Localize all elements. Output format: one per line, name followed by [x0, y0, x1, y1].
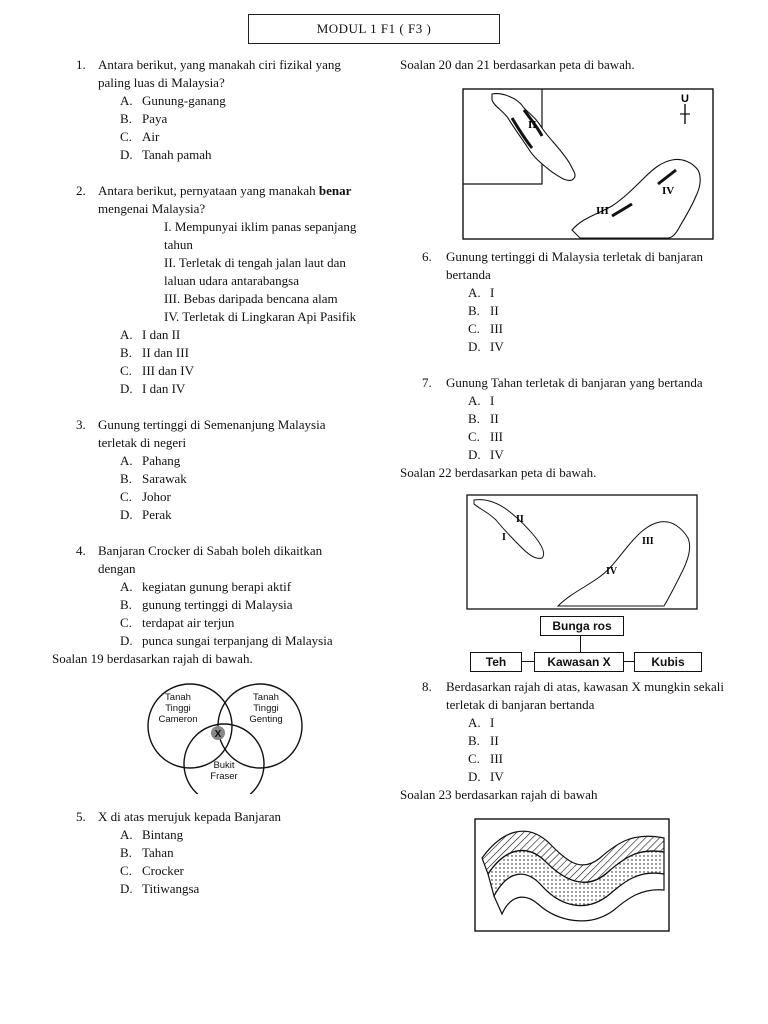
intro-23: Soalan 23 berdasarkan rajah di bawah — [400, 787, 598, 802]
question-7 — [400, 374, 730, 464]
option[interactable] — [120, 826, 362, 844]
option-text: I dan II — [142, 327, 181, 342]
option-letter: A. — [120, 827, 133, 842]
question-text: X di atas merujuk kepada Banjaran — [98, 809, 282, 824]
question-text: Gunung tertinggi di Semenanjung Malaysia terletak di negeri — [98, 417, 326, 450]
right-column — [400, 56, 730, 932]
option-letter: B. — [120, 111, 132, 126]
question-8 — [400, 678, 730, 786]
statements — [164, 218, 362, 326]
flow-left-label: Teh — [485, 655, 507, 669]
option-text: terdapat air terjun — [142, 615, 235, 630]
venn-b-line1: Tanah — [253, 692, 279, 703]
option[interactable] — [120, 362, 362, 380]
venn-x-label: X — [214, 729, 222, 740]
statement: II. Terletak di tengah jalan laut dan laluan udara antarabangsa — [164, 255, 346, 288]
venn-diagram — [142, 682, 362, 794]
option[interactable] — [120, 380, 362, 398]
option-text: III — [490, 429, 503, 444]
option-letter: D. — [468, 447, 481, 462]
options — [468, 714, 730, 786]
option-text: Bintang — [142, 827, 184, 842]
flow-diagram — [470, 616, 702, 672]
flow-top-box — [540, 616, 624, 636]
option-letter: B. — [120, 345, 132, 360]
intro-22: Soalan 22 berdasarkan peta di bawah. — [400, 465, 597, 480]
option[interactable] — [468, 302, 730, 320]
option-text: I — [490, 285, 495, 300]
option-letter: B. — [468, 303, 480, 318]
option[interactable] — [120, 880, 362, 898]
option-text: gunung tertinggi di Malaysia — [142, 597, 293, 612]
venn-a-line1: Tanah — [165, 692, 191, 703]
option-text: III — [490, 751, 503, 766]
map-1-label-iv: IV — [662, 185, 675, 197]
option[interactable] — [468, 428, 730, 446]
statement: I. Mempunyai iklim panas sepanjang tahun — [164, 219, 357, 252]
question-4 — [52, 542, 362, 650]
question-number: 6. — [422, 249, 432, 264]
option-text: IV — [490, 447, 504, 462]
venn-a-line2: Tinggi — [165, 703, 191, 714]
question-6 — [400, 248, 730, 356]
venn-a-line3: Cameron — [158, 714, 198, 725]
question-text: Berdasarkan rajah di atas, kawasan X mungkin sekali terletak di banjaran bertanda — [446, 679, 724, 712]
option[interactable] — [120, 110, 362, 128]
option-letter: A. — [120, 453, 133, 468]
option-letter: C. — [120, 615, 132, 630]
option-letter: D. — [120, 633, 133, 648]
question-text: Gunung tertinggi di Malaysia terletak di banjaran bertanda — [446, 249, 704, 282]
map-1-label-ii: II — [528, 119, 537, 131]
venn-c-line2: Fraser — [210, 771, 238, 782]
question-1 — [52, 56, 362, 164]
question-text — [98, 182, 362, 218]
option-text: Tanah pamah — [142, 147, 212, 162]
option[interactable] — [120, 614, 362, 632]
flow-center-label: Kawasan X — [547, 655, 611, 669]
option-letter: C. — [120, 363, 132, 378]
option-letter: B. — [468, 411, 480, 426]
option-letter: C. — [468, 321, 480, 336]
options — [468, 392, 730, 464]
option[interactable] — [120, 146, 362, 164]
option-text: II — [490, 303, 499, 318]
venn-b-line3: Genting — [249, 714, 283, 725]
option-letter: C. — [468, 751, 480, 766]
option[interactable] — [120, 596, 362, 614]
option-text: Air — [142, 129, 160, 144]
option-letter: A. — [468, 715, 481, 730]
option-text: Tahan — [142, 845, 174, 860]
map-1-svg — [462, 88, 714, 240]
options — [468, 284, 730, 356]
option-letter: D. — [468, 769, 481, 784]
option[interactable] — [120, 632, 362, 650]
statement: IV. Terletak di Lingkaran Api Pasifik — [164, 309, 357, 324]
flow-center-box — [534, 652, 624, 672]
flow-right-box — [634, 652, 702, 672]
option-text: I — [490, 393, 495, 408]
question-number: 1. — [76, 57, 86, 72]
option[interactable] — [468, 732, 730, 750]
flow-right-label: Kubis — [651, 655, 685, 669]
option-text: Pahang — [142, 453, 181, 468]
question-text-a: Antara berikut, pernyataan yang manakah — [98, 183, 316, 198]
question-number: 4. — [76, 543, 86, 558]
option-letter: B. — [120, 471, 132, 486]
question-3 — [52, 416, 362, 524]
option[interactable] — [120, 452, 362, 470]
question-number: 2. — [76, 183, 86, 198]
option-letter: D. — [120, 381, 133, 396]
option-letter: C. — [120, 129, 132, 144]
option-text: III dan IV — [142, 363, 194, 378]
option-text: Perak — [142, 507, 172, 522]
option[interactable] — [120, 326, 362, 344]
option-text: I dan IV — [142, 381, 186, 396]
map-2-svg — [466, 494, 698, 610]
question-number: 7. — [422, 375, 432, 390]
option[interactable] — [120, 470, 362, 488]
option-letter: C. — [120, 863, 132, 878]
option[interactable] — [468, 714, 730, 732]
option-text: Titiwangsa — [142, 881, 200, 896]
options — [120, 326, 362, 398]
option[interactable] — [468, 392, 730, 410]
option[interactable] — [468, 284, 730, 302]
venn-c-line1: Bukit — [213, 760, 235, 771]
option-text: Crocker — [142, 863, 184, 878]
option-text: II dan III — [142, 345, 189, 360]
question-5 — [52, 808, 362, 898]
map-2-label-iv: IV — [606, 566, 618, 577]
fold-svg — [474, 818, 670, 932]
option-letter: A. — [120, 327, 133, 342]
map-2-label-i: I — [502, 532, 506, 543]
option-text: kegiatan gunung berapi aktif — [142, 579, 292, 594]
option-text: Gunung-ganang — [142, 93, 226, 108]
left-column — [52, 56, 362, 898]
map-1 — [462, 88, 730, 240]
option-text: Paya — [142, 111, 168, 126]
flow-left-box — [470, 652, 522, 672]
option-letter: D. — [468, 339, 481, 354]
options — [120, 826, 362, 898]
question-number: 5. — [76, 809, 86, 824]
options — [120, 578, 362, 650]
option[interactable] — [120, 128, 362, 146]
page-title — [248, 14, 500, 44]
option-text: II — [490, 733, 499, 748]
map-2-label-ii: II — [516, 514, 524, 525]
intro-19: Soalan 19 berdasarkan rajah di bawah. — [52, 651, 253, 666]
option-text: IV — [490, 769, 504, 784]
flow-top-label: Bunga ros — [552, 619, 612, 633]
question-text: Gunung Tahan terletak di banjaran yang bertanda — [446, 375, 703, 390]
question-number: 3. — [76, 417, 86, 432]
option[interactable] — [120, 506, 362, 524]
option-letter: A. — [468, 393, 481, 408]
option-text: punca sungai terpanjang di Malaysia — [142, 633, 333, 648]
option-letter: A. — [120, 93, 133, 108]
option-letter: D. — [120, 507, 133, 522]
map-2-label-iii: III — [642, 536, 654, 547]
option[interactable] — [468, 750, 730, 768]
option[interactable] — [468, 338, 730, 356]
flow-connector — [624, 661, 634, 662]
option[interactable] — [120, 344, 362, 362]
options — [120, 452, 362, 524]
question-text: Antara berikut, yang manakah ciri fizikal yang paling luas di Malaysia? — [98, 57, 341, 90]
option-letter: D. — [120, 147, 133, 162]
option-letter: C. — [468, 429, 480, 444]
question-text: Banjaran Crocker di Sabah boleh dikaitkan dengan — [98, 543, 323, 576]
option[interactable] — [120, 488, 362, 506]
statement: III. Bebas daripada bencana alam — [164, 291, 338, 306]
venn-b-line2: Tinggi — [253, 703, 279, 714]
question-2 — [52, 182, 362, 398]
venn-svg — [142, 682, 312, 794]
option[interactable] — [468, 446, 730, 464]
intro-20: Soalan 20 dan 21 berdasarkan peta di bawah. — [400, 57, 635, 72]
option-letter: D. — [120, 881, 133, 896]
question-text-b: mengenai Malaysia? — [98, 201, 206, 216]
option-text: IV — [490, 339, 504, 354]
option[interactable] — [120, 578, 362, 596]
option-text: Johor — [142, 489, 171, 504]
option-letter: B. — [120, 597, 132, 612]
option-letter: A. — [120, 579, 133, 594]
option-letter: B. — [120, 845, 132, 860]
option-letter: C. — [120, 489, 132, 504]
fold-diagram — [474, 818, 730, 932]
option-text: Sarawak — [142, 471, 187, 486]
option-text: I — [490, 715, 495, 730]
option-letter: B. — [468, 733, 480, 748]
option-text: II — [490, 411, 499, 426]
option[interactable] — [120, 844, 362, 862]
option-letter: A. — [468, 285, 481, 300]
question-number: 8. — [422, 679, 432, 694]
flow-connector — [580, 635, 581, 653]
options — [120, 92, 362, 164]
map-1-label-iii: III — [596, 205, 609, 217]
option[interactable] — [468, 768, 730, 786]
option[interactable] — [120, 862, 362, 880]
option[interactable] — [120, 92, 362, 110]
option[interactable] — [468, 410, 730, 428]
flow-connector — [522, 661, 534, 662]
question-text-bold: benar — [318, 183, 352, 198]
north-label: U — [681, 93, 689, 105]
option-text: III — [490, 321, 503, 336]
map-2 — [466, 494, 730, 610]
page-title-text: MODUL 1 F1 ( F3 ) — [316, 21, 432, 36]
option[interactable] — [468, 320, 730, 338]
